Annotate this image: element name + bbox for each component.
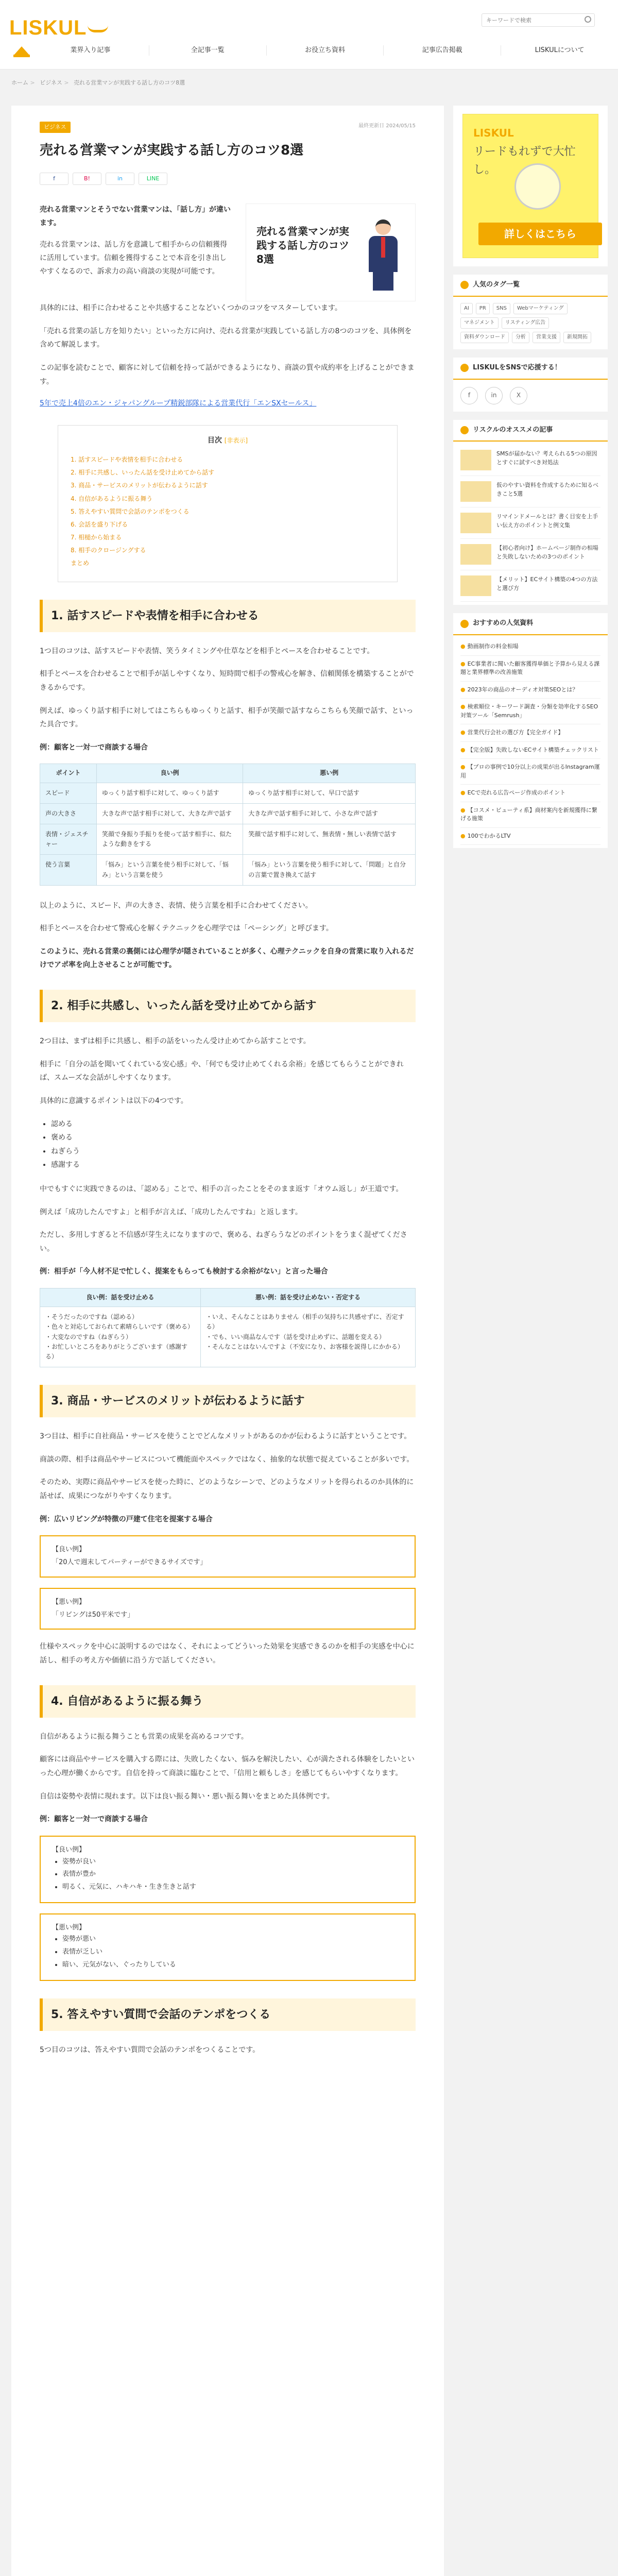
- table-of-contents: [58, 425, 398, 582]
- paragraph: 例えば、ゆっくり話す相手に対してはこちらもゆっくりと話す、相手が笑顔で話すならこちらも笑顔で話す、といった具合です。: [40, 706, 414, 729]
- comparison-table: [40, 764, 416, 885]
- tag-item[interactable]: 分析: [512, 332, 529, 343]
- tag-item[interactable]: PR: [476, 303, 490, 314]
- table-cell: 使う言葉: [40, 855, 97, 885]
- thumbnail: [460, 544, 491, 565]
- table-header: 悪い例: [243, 764, 416, 783]
- x-icon[interactable]: X: [510, 387, 527, 404]
- share-linkedin-button[interactable]: in: [106, 173, 134, 185]
- toc-item[interactable]: 1. 話すスピードや表情を相手に合わせる: [71, 455, 183, 463]
- table-cell: 「悩み」という言葉を使う相手に対して、「問題」と自分の言葉で置き換えて話す: [243, 855, 416, 885]
- list-item[interactable]: ● ECで売れる広告ページ作成のポイント: [460, 785, 600, 802]
- tag-item[interactable]: Webマーケティング: [513, 303, 568, 314]
- list-item: • 姿勢が良い: [62, 1856, 403, 1869]
- tag-item[interactable]: 新規開拓: [563, 332, 591, 343]
- ad-cta-button[interactable]: 詳しくはこちら: [478, 223, 602, 245]
- paragraph: 仕様やスペックを中心に説明するのではなく、それによってどういった効果を実感できるのかを相手の実感を中心に話し、相手の考え方や価値に沿う方で話してください。: [40, 1642, 415, 1665]
- tag-list: [453, 297, 608, 349]
- example-label: 【悪い例】: [52, 1598, 86, 1606]
- toc-item[interactable]: 4. 自信があるように振る舞う: [71, 495, 153, 502]
- intro-lead: 売れる営業マンとそうでない営業マンは、「話し方」が違います。: [40, 206, 231, 228]
- updated-date: 最終更新日 2024/05/15: [358, 123, 416, 129]
- table-cell: 大きな声で話す相手に対して、大きな声で話す: [97, 803, 243, 824]
- share-line-button[interactable]: LINE: [139, 173, 167, 185]
- paragraph: 商談の際、相手は商品やサービスについて機能面やスペックではなく、抽象的な状態で捉えていることが多いです。: [40, 1455, 414, 1464]
- toc-toggle[interactable]: [非表示]: [224, 436, 248, 444]
- breadcrumb-home[interactable]: ホーム: [11, 79, 28, 86]
- nav-item-industry[interactable]: 業界入り記事: [32, 45, 149, 56]
- table-header: 悪い例：話を受け止めない・否定する: [200, 1288, 415, 1307]
- search-icon[interactable]: [585, 16, 591, 23]
- list-item[interactable]: リマインドメールとは？書く目安を上手い伝え方のポイントと例文集: [460, 507, 600, 539]
- document-icon: [460, 620, 469, 628]
- table-cell: 笑顔で話す相手に対して、無表情・無しい表情で話す: [243, 824, 416, 854]
- paragraph: 相手とペースを合わせることで相手が話しやすくなり、短時間で相手の警戒心を解き、信頼関係を構築することができるからです。: [40, 670, 414, 692]
- table-row: [40, 783, 416, 803]
- paragraph: 2つ目は、まずは相手に共感し、相手の話をいったん受け止めてから話すことです。: [40, 1037, 311, 1046]
- table-row: [40, 1307, 416, 1367]
- example-title: 例：顧客と一対一で商談する場合: [40, 1815, 148, 1824]
- popular-list: [453, 635, 608, 848]
- list-item[interactable]: 仮のやすい資料を作成するために知るべきこと5選: [460, 476, 600, 507]
- nav-item-about[interactable]: LISKULについて: [535, 46, 585, 54]
- table-cell: 笑顔で身振り手振りを使って話す相手に、似たような動きをする: [97, 824, 243, 854]
- tag-item[interactable]: マネジメント: [460, 317, 499, 329]
- table-header: ポイント: [40, 764, 97, 783]
- good-example-box: [40, 1836, 416, 1903]
- ad-logo: LISKUL: [473, 127, 514, 139]
- example-text: 「リビングは50平米です」: [52, 1611, 134, 1619]
- example-label: 【良い例】: [52, 1845, 86, 1854]
- social-links: [453, 380, 608, 412]
- site-logo[interactable]: LISKUL: [9, 11, 108, 44]
- paragraph: 以上のように、スピード、声の大きさ、表情、使う言葉を相手に合わせてください。: [40, 901, 313, 910]
- paragraph: 具体的に意識するポイントは以下の4つです。: [40, 1097, 188, 1106]
- table-cell: スピード: [40, 783, 97, 803]
- toc-item[interactable]: 6. 会話を盛り下げる: [71, 520, 128, 528]
- example-title: 例：相手が「今人材不足で忙しく、提案をもらっても検討する余裕がない」と言った場合: [40, 1267, 328, 1276]
- list-item: • 褒める: [51, 1131, 416, 1145]
- breadcrumb: ホーム > ビジネス > 売れる営業マンが実践する話し方のコツ8選: [11, 79, 185, 86]
- thumbnail: [460, 450, 491, 470]
- paragraph: 1つ目のコツは、話すスピードや表情、笑うタイミングや仕草などを相手とペースを合わせることです。: [40, 647, 374, 655]
- paragraph: 3つ目は、相手に自社商品・サービスを使うことでどんなメリットがあるのかが伝わるように話すということです。: [40, 1432, 411, 1441]
- paragraph: ただし、多用しすぎると不信感が芽生えになりますので、褒める、ねぎらうなどのポイントをうまく混ぜてください。: [40, 1231, 407, 1253]
- table-header: 良い例：話を受け止める: [40, 1288, 201, 1307]
- pen-icon: [460, 426, 469, 434]
- linkedin-icon[interactable]: in: [485, 387, 503, 404]
- tag-item[interactable]: 資料ダウンロード: [460, 332, 509, 343]
- social-heading: LISKULをSNSで応援する！: [453, 358, 608, 380]
- popular-heading: おすすめの人気資料: [453, 613, 608, 635]
- list-item[interactable]: ● EC事業者に聞いた顧客獲得単価と予算から見える課題と業界標準の改善施策: [460, 656, 600, 682]
- intro-paragraph: この記事を読むことで、顧客に対して信頼を持って話ができるようになり、商談の質や成約率を上げることができます。: [40, 363, 415, 386]
- table-cell: ・そうだったのですね（認める） ・色々と対応しておられて素晴らしいです（褒める） ・大変なのですね（ねぎらう） ・お忙しいところをありがとうございます（感謝する）: [40, 1307, 201, 1367]
- article-main: [11, 106, 444, 2576]
- thumbs-up-icon: [460, 364, 469, 372]
- paragraph: このように、売れる営業の裏側には心理学が隠されていることが多く、心理テクニックを自身の営業に取り入れるだけでアポ率を向上させることが可能です。: [40, 947, 414, 970]
- bad-example-box: [40, 1588, 416, 1630]
- list-item: • 認める: [51, 1117, 416, 1131]
- breadcrumb-current: 売れる営業マンが実践する話し方のコツ8選: [74, 79, 185, 86]
- ad-container: [453, 106, 608, 266]
- paragraph: 相手に「自分の話を聞いてくれている安心感」や、「何でも受け止めてくれる余裕」を感じてもらうことができれば、スムーズな会話がしやすくなります。: [40, 1060, 404, 1082]
- recommended-heading: リスクルのオススメの記事: [453, 420, 608, 442]
- table-row: [40, 855, 416, 885]
- example-title: 例：広いリビングが特徴の戸建て住宅を提案する場合: [40, 1515, 213, 1523]
- thumbnail: [460, 481, 491, 502]
- toc-item[interactable]: 2. 相手に共感し、いったん話を受け止めてから話す: [71, 469, 215, 477]
- table-row: [40, 803, 416, 824]
- list-item: • ねぎらう: [51, 1145, 416, 1159]
- search-input[interactable]: [482, 13, 595, 27]
- list-item[interactable]: ● 検索順位・キーワード調査・分類を効率化するSEO対策ツール「Semrush」: [460, 699, 600, 724]
- tags-heading: 人気のタグ一覧: [453, 275, 608, 297]
- example-text: 「20人で週末してパーティーができるサイズです」: [52, 1558, 207, 1567]
- category-badge[interactable]: ビジネス: [40, 122, 71, 133]
- section-heading: 3. 商品・サービスのメリットが伝わるように話す: [40, 1385, 416, 1417]
- list-item[interactable]: 【メリット】ECサイト構築の4つの方法と選び方: [460, 570, 600, 602]
- toc-item[interactable]: 3. 商品・サービスのメリットが伝わるように話す: [71, 482, 208, 489]
- example-label: 【悪い例】: [52, 1923, 86, 1931]
- example-label: 【良い例】: [52, 1546, 86, 1554]
- site-header: [0, 0, 618, 70]
- hero-title: 売れる営業マンが実践する話し方のコツ8選: [256, 225, 349, 266]
- toc-item[interactable]: 7. 相槌から始まる: [71, 534, 122, 541]
- logo-swoosh-icon: [88, 25, 108, 32]
- table-cell: ・いえ、そんなことはありません（相手の気持ちに共感せずに、否定する） ・でも、いい商品なんです（話を受け止めずに、話題を変える） ・そんなことはないんですよ（不安になり、お客様を説得しにかかる）: [200, 1307, 415, 1367]
- list-item[interactable]: ● 【完全版】失敗しないECサイト構築チェックリスト: [460, 742, 600, 759]
- bad-example-box: [40, 1913, 416, 1981]
- thumbnail: [460, 575, 491, 596]
- article-title: 売れる営業マンが実践する話し方のコツ8選: [40, 142, 304, 158]
- list-item[interactable]: ● 100でわかるLTV: [460, 828, 600, 845]
- table-cell: 「悩み」という言葉を使う相手に対して、「悩み」という言葉を使う: [97, 855, 243, 885]
- tag-icon: [460, 281, 469, 289]
- sidebar: [453, 106, 608, 856]
- toc-item[interactable]: まとめ: [71, 560, 90, 567]
- section-heading: 4. 自信があるように振る舞う: [40, 1685, 416, 1718]
- nav-item-ads[interactable]: 記事広告掲載: [384, 45, 501, 56]
- example-title: 例：顧客と一対一で商談する場合: [40, 743, 148, 752]
- tag-item[interactable]: リスティング広告: [502, 317, 550, 329]
- table-cell: 声の大きさ: [40, 803, 97, 824]
- ad-character-icon: [514, 163, 561, 210]
- intro-paragraph: 具体的には、相手に合わせることや共感することなどいくつかのコツをマスターしています。: [40, 304, 342, 313]
- good-example-box: [40, 1535, 416, 1578]
- list-item: • 表情が乏しい: [62, 1946, 403, 1959]
- list-item[interactable]: 【初心者向け】ホームページ制作の相場と失敗しないための3つのポイント: [460, 539, 600, 570]
- table-cell: 表情・ジェスチャー: [40, 824, 97, 854]
- nav-item-all-articles[interactable]: 全記事一覧: [149, 45, 267, 56]
- list-item: • 表情が豊か: [62, 1868, 403, 1881]
- recommended-list: [453, 442, 608, 605]
- table-cell: ゆっくり話す相手に対して、ゆっくり話す: [97, 783, 243, 803]
- share-hatena-button[interactable]: B!: [73, 173, 101, 185]
- ad-banner[interactable]: [462, 114, 598, 258]
- paragraph: 中でもすぐに実践できるのは、「認める」ことで、相手の言ったことをそのまま返す「オウム返し」が王道です。: [40, 1185, 403, 1193]
- table-cell: ゆっくり話す相手に対して、早口で話す: [243, 783, 416, 803]
- toc-item[interactable]: 8. 相手のクロージングする: [71, 547, 146, 554]
- list-item: • 暗い、元気がない、ぐったりしている: [62, 1959, 403, 1972]
- crown-icon: [11, 43, 32, 58]
- share-buttons: [40, 173, 416, 185]
- section-heading: 1. 話すスピードや表情を相手に合わせる: [40, 600, 416, 632]
- breadcrumb-category[interactable]: ビジネス: [40, 79, 62, 86]
- salesperson-illustration-icon: [363, 219, 404, 292]
- share-facebook-button[interactable]: f: [40, 173, 68, 185]
- list-item[interactable]: ● 動画制作の料金相場: [460, 638, 600, 656]
- section-heading: 5. 答えやすい質問で会話のテンポをつくる: [40, 1998, 416, 2031]
- intro-paragraph: 売れる営業マンは、話し方を意識して相手からの信頼獲得に活用しています。信頼を獲得することで本音を引き出しやすくなるので、訴求力の高い商談の実現が可能です。: [40, 240, 227, 276]
- list-item[interactable]: ● 【コスメ・ビューティ系】商材案内を新規獲得に繋げる施策: [460, 802, 600, 828]
- toc-item[interactable]: 5. 答えやすい質問で会話のテンポをつくる: [71, 507, 190, 515]
- tag-item[interactable]: 営業支援: [533, 332, 560, 343]
- bullet-list: [51, 1117, 416, 1172]
- hero-image: [246, 204, 416, 301]
- paragraph: そのため、実際に商品やサービスを使った時に、どのようなシーンで、どのようなメリットを得られるのか具体的に話せば、成果につながりやすくなります。: [40, 1478, 414, 1501]
- list-item[interactable]: ● 営業代行会社の選び方【完全ガイド】: [460, 724, 600, 742]
- intro-paragraph: 「売れる営業の話し方を知りたい」といった方に向け、売れる営業が実践している話し方の8つのコツを、具体例を含めて解説します。: [40, 327, 412, 349]
- comparison-table: [40, 1288, 416, 1367]
- tag-item[interactable]: AI: [460, 303, 473, 314]
- list-item: • 明るく、元気に、ハキハキ・生き生きと話す: [62, 1881, 403, 1894]
- facebook-icon[interactable]: f: [460, 387, 478, 404]
- table-cell: 大きな声で話す相手に対して、小さな声で話す: [243, 803, 416, 824]
- list-item[interactable]: SMSが届かない？考えられる5つの原因とすぐに試すべき対処法: [460, 445, 600, 476]
- table-header: 良い例: [97, 764, 243, 783]
- list-item: • 感謝する: [51, 1158, 416, 1172]
- list-item: • 姿勢が悪い: [62, 1933, 403, 1946]
- table-row: [40, 824, 416, 854]
- intro-section: [40, 204, 416, 301]
- paragraph: 例えば「成功したんですよ」と相手が言えば、「成功したんですね」と返します。: [40, 1208, 302, 1216]
- tag-item[interactable]: SNS: [493, 303, 510, 314]
- paragraph: 自信があるように振る舞うことも営業の成果を高めるコツです。: [40, 1732, 248, 1741]
- section-heading: 2. 相手に共感し、いったん話を受け止めてから話す: [40, 990, 416, 1022]
- toc-title: 目次: [207, 436, 222, 445]
- promo-link[interactable]: 5年で売上4倍のエン・ジャパングループ精鋭部隊による営業代行「エンSXセールス」: [40, 399, 317, 408]
- list-item[interactable]: ● 2023年の商品のオーディオ対策SEOとは？: [460, 682, 600, 699]
- paragraph: 自信は姿勢や表情に現れます。以下は良い振る舞い・悪い振る舞いをまとめた具体例です。: [40, 1792, 334, 1801]
- list-item[interactable]: ● 【プロの事例で10分以上の成果が出るInstagram運用: [460, 759, 600, 785]
- nav-item-resources[interactable]: お役立ち資料: [267, 45, 384, 56]
- main-nav: [0, 40, 618, 61]
- paragraph: 相手とペースを合わせて警戒心を解くテクニックを心理学では「ペーシング」と呼びます。: [40, 924, 333, 933]
- thumbnail: [460, 513, 491, 533]
- ad-copy: リードもれずで大忙し。: [473, 145, 576, 177]
- paragraph: 5つ目のコツは、答えやすい質問で会話のテンポをつくることです。: [40, 2045, 260, 2054]
- paragraph: 顧客には商品やサービスを購入する際には、失敗したくない、悩みを解決したい、心が満たされる体験をしたいといった心理が働くからです。自信を持って商談に臨むことで、「信用と頼もしさ」を感じてもらいやすくなります。: [40, 1755, 415, 1777]
